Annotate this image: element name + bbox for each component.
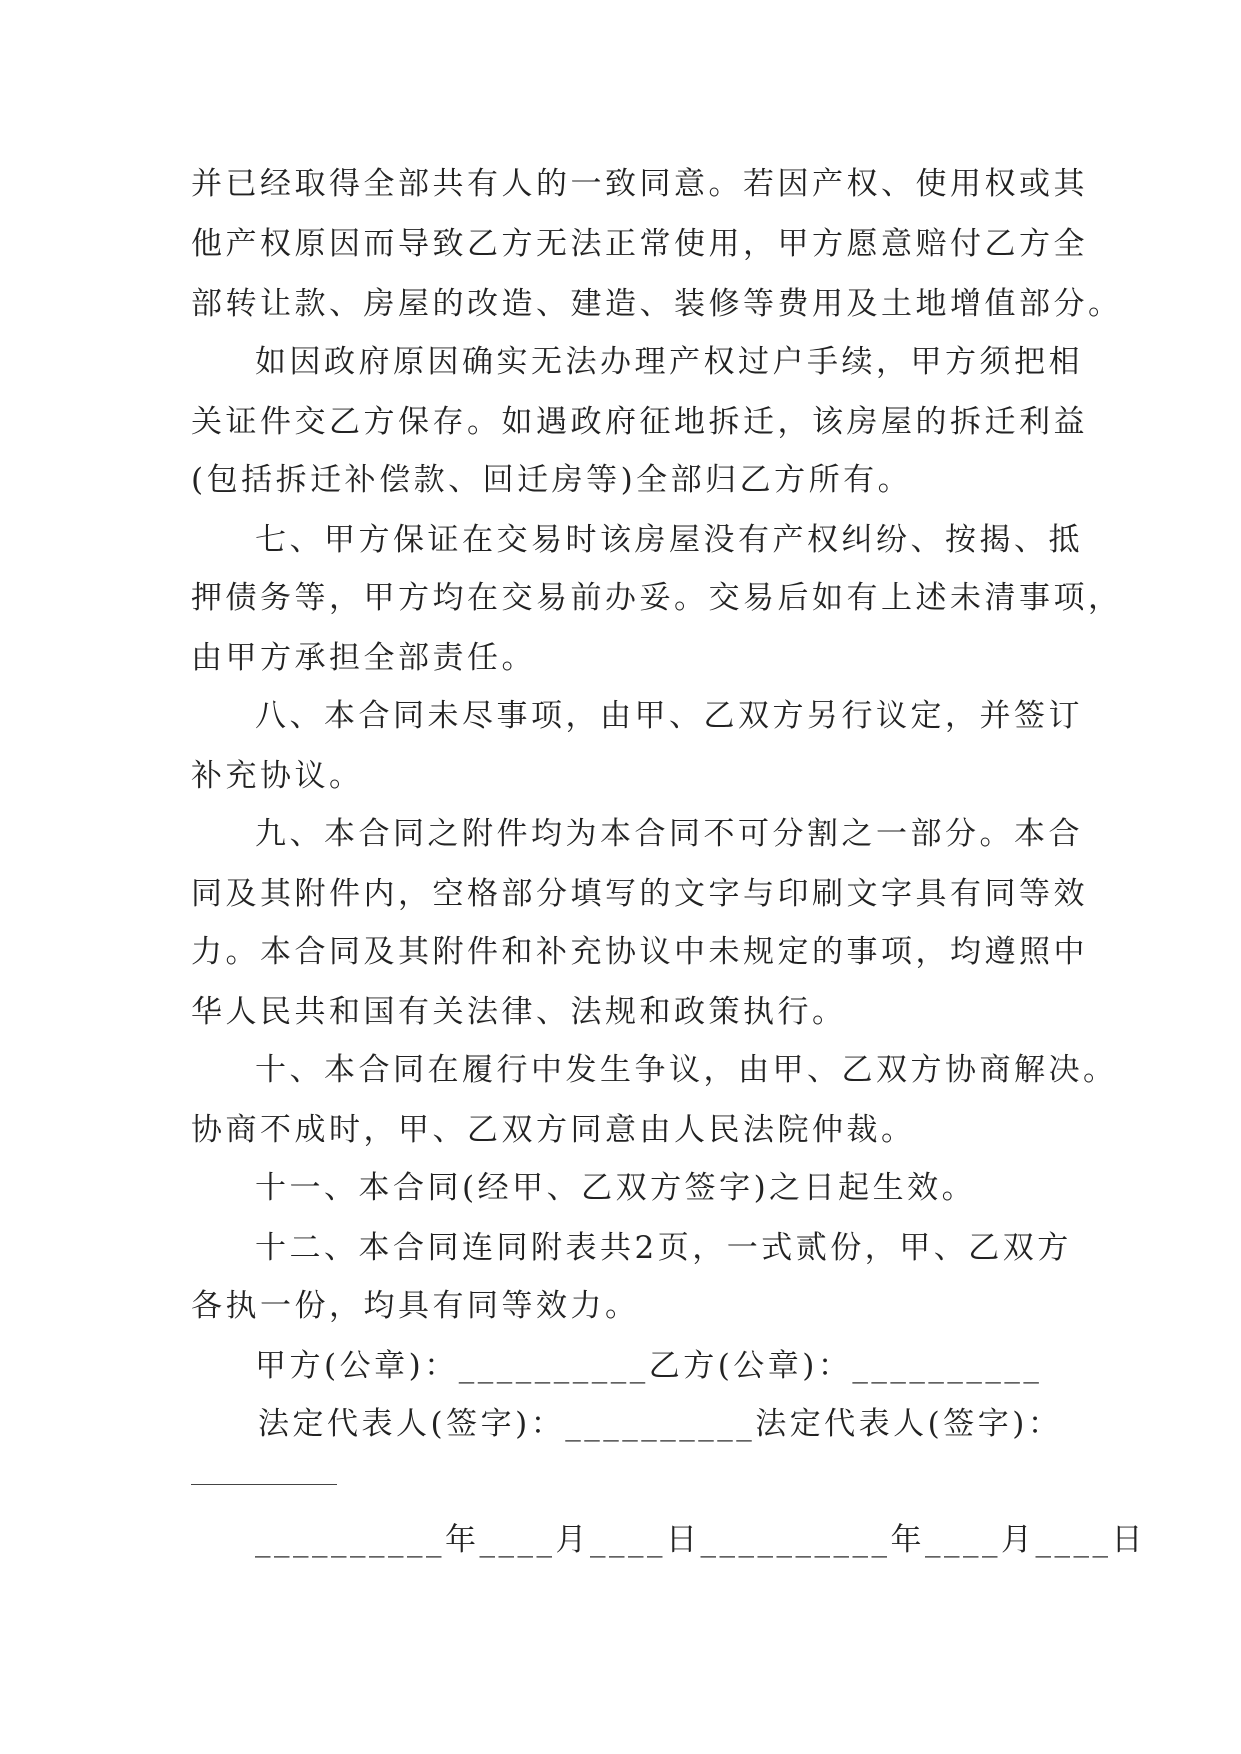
clause-9-line: 九、本合同之附件均为本合同不可分割之一部分。本合 (255, 816, 1083, 852)
signature-blank (191, 1484, 337, 1485)
paragraph-line: 如因政府原因确实无法办理产权过户手续，甲方须把相 (255, 344, 1083, 380)
clause-10-line: 十、本合同在履行中发生争议，由甲、乙双方协商解决。 (255, 1052, 1118, 1088)
paragraph-line: 补充协议。 (191, 758, 364, 794)
clause-8-line: 八、本合同未尽事项，由甲、乙双方另行议定，并签订 (255, 698, 1083, 734)
paragraph-line: 并已经取得全部共有人的一致同意。若因产权、使用权或其 (191, 166, 1088, 202)
signature-representative-line: 法定代表人(签字)：__________法定代表人(签字)： (258, 1406, 1063, 1442)
clause-11-line: 十一、本合同(经甲、乙双方签字)之日起生效。 (255, 1170, 977, 1206)
paragraph-line: 押债务等，甲方均在交易前办妥。交易后如有上述未清事项， (191, 580, 1123, 616)
paragraph-line: 同及其附件内，空格部分填写的文字与印刷文字具有同等效 (191, 876, 1088, 912)
paragraph-line: 关证件交乙方保存。如遇政府征地拆迁，该房屋的拆迁利益 (191, 404, 1088, 440)
paragraph-line: 力。本合同及其附件和补充协议中未规定的事项，均遵照中 (191, 934, 1088, 970)
clause-12-line: 十二、本合同连同附表共2页，一式贰份，甲、乙双方 (255, 1230, 1072, 1266)
paragraph-line: 各执一份，均具有同等效力。 (191, 1288, 640, 1324)
paragraph-line: 他产权原因而导致乙方无法正常使用，甲方愿意赔付乙方全 (191, 226, 1088, 262)
paragraph-line: (包括拆迁补偿款、回迁房等)全部归乙方所有。 (191, 462, 913, 498)
date-line: __________年____月____日__________年____月____日 (255, 1522, 1146, 1558)
signature-seal-line: 甲方(公章)：__________乙方(公章)：__________ (255, 1348, 1043, 1384)
paragraph-line: 由甲方承担全部责任。 (191, 640, 536, 676)
clause-7-line: 七、甲方保证在交易时该房屋没有产权纠纷、按揭、抵 (255, 522, 1083, 558)
paragraph-line: 协商不成时，甲、乙双方同意由人民法院仲裁。 (191, 1112, 916, 1148)
paragraph-line: 华人民共和国有关法律、法规和政策执行。 (191, 994, 847, 1030)
paragraph-line: 部转让款、房屋的改造、建造、装修等费用及土地增值部分。 (191, 286, 1123, 322)
